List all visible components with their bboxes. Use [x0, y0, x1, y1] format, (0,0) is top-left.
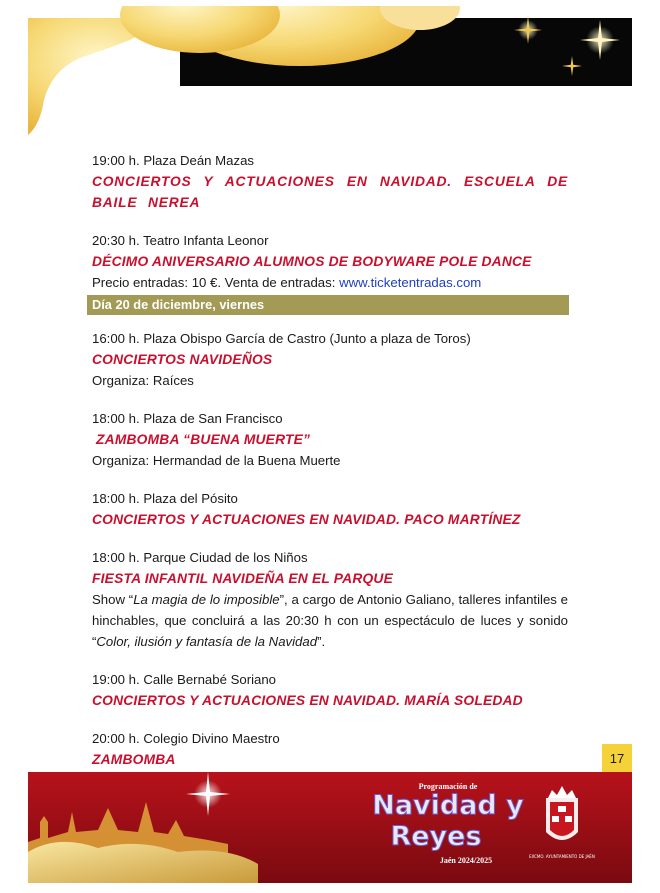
header-decoration [0, 0, 660, 140]
event-title: ZAMBOMBA “BUENA MUERTE” [92, 432, 311, 447]
event-item [92, 230, 568, 293]
footer-ayuntamiento: EXCMO. AYUNTAMIENTO DE JAÉN [529, 854, 595, 859]
footer-reyes: Reyes [390, 821, 482, 852]
event-item [92, 488, 568, 530]
event-item [92, 150, 568, 213]
event-organizer: Organiza: Hermandad de la Buena Muerte [92, 453, 341, 468]
event-item [92, 547, 568, 652]
event-time-place: 19:00 h. Plaza Deán Mazas [92, 153, 255, 168]
footer-navidad: Navidad y [372, 790, 524, 821]
event-organizer: Organiza: Raíces [92, 373, 194, 388]
event-title: CONCIERTOS Y ACTUACIONES EN NAVIDAD. PACO MARTÍNEZ [92, 512, 521, 527]
event-item [92, 669, 568, 711]
event-description [92, 589, 568, 652]
event-price [92, 272, 568, 293]
desc-text: ”. [317, 634, 326, 649]
footer-edition: Jaén 2024/2025 [439, 856, 493, 865]
event-title: DÉCIMO ANIVERSARIO ALUMNOS DE BODYWARE POLE DANCE [92, 254, 532, 269]
desc-italic: Color, ilusión y fantasía de la Navidad [96, 634, 318, 649]
event-title: CONCIERTOS Y ACTUACIONES EN NAVIDAD. MARÍA SOLEDAD [92, 693, 523, 708]
footer-banner [28, 772, 632, 883]
event-time-place: 18:00 h. Parque Ciudad de los Niños [92, 550, 308, 565]
event-item [92, 328, 568, 391]
event-title: ZAMBOMBA [92, 752, 176, 767]
desc-text: ”, a cargo de Antonio Galiano, talleres infantiles e hinchables, que concluirá a las 20:30 h con un espectáculo de luces y sonido “ [92, 592, 569, 649]
events-list [92, 328, 568, 808]
event-time-place: 20:00 h. Colegio Divino Maestro [92, 731, 280, 746]
event-time-place: 20:30 h. Teatro Infanta Leonor [92, 233, 269, 248]
event-title: CONCIERTOS NAVIDEÑOS [92, 352, 273, 367]
coat-of-arms-icon [546, 786, 578, 840]
desc-italic: La magia de lo imposible [133, 592, 280, 607]
price-text: Precio entradas: 10 €. Venta de entradas: [92, 275, 340, 290]
event-title: CONCIERTOS Y ACTUACIONES EN NAVIDAD. ESCUELA DE BAILE NEREA [92, 174, 568, 210]
day-heading: Día 20 de diciembre, viernes [87, 295, 569, 315]
footer-programacion: Programación de [418, 782, 478, 791]
ticket-link[interactable]: www.ticketentradas.com [339, 275, 482, 290]
event-item [92, 408, 568, 471]
events-top [92, 150, 568, 310]
event-time-place: 18:00 h. Plaza de San Francisco [92, 411, 283, 426]
event-time-place: 18:00 h. Plaza del Pósito [92, 491, 238, 506]
page-number: 17 [602, 744, 632, 774]
event-time-place: 16:00 h. Plaza Obispo García de Castro (Junto a plaza de Toros) [92, 331, 471, 346]
event-time-place: 19:00 h. Calle Bernabé Soriano [92, 672, 277, 687]
desc-text: Show “ [92, 592, 134, 607]
event-title: FIESTA INFANTIL NAVIDEÑA EN EL PARQUE [92, 571, 393, 586]
